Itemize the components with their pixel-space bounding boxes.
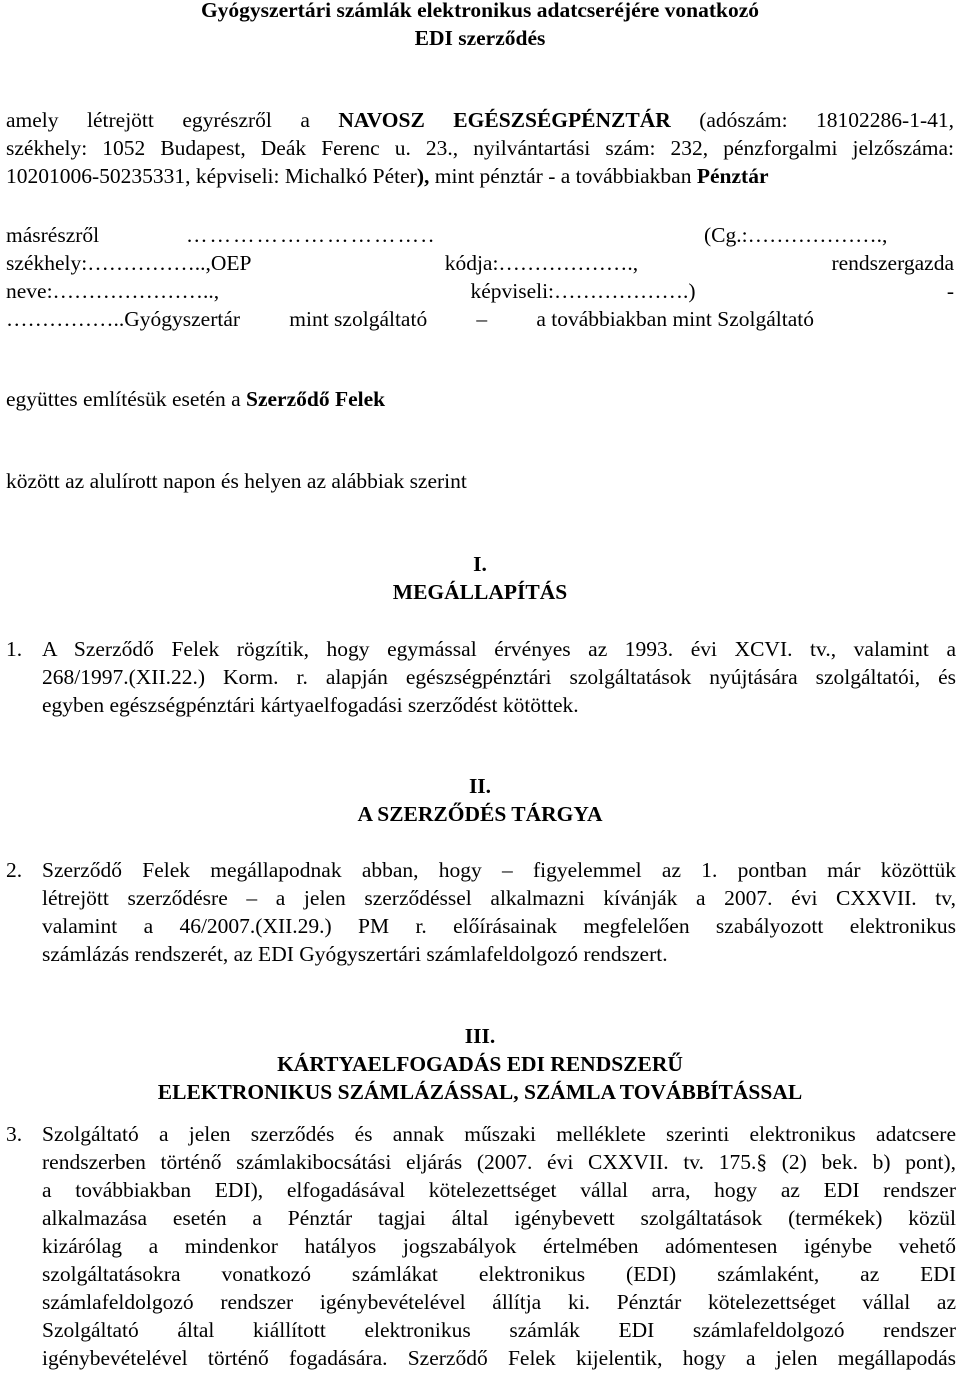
- item-1-text: [42, 637, 956, 721]
- item-1-line: 268/1997.(XII.22.) Korm. r. alapján egészségpénztári szolgáltatások nyújtására szolgáltatói, és: [42, 665, 956, 689]
- together-line: [6, 387, 385, 412]
- pharmacy-name-blank: ……………..Gyógyszertár: [6, 307, 241, 331]
- party-name-blank: …………………………..: [186, 223, 436, 247]
- seat-oep-blank: székhely:……………..,OEP: [6, 251, 252, 275]
- intro-line-2: székhely: 1052 Budapest, Deák Ferenc u. 23., nyilvántartási szám: 232, pénzforgalmi jelzőszáma:: [6, 136, 954, 160]
- dash: -: [946, 279, 954, 303]
- item-3-line: Szolgáltató által kiállított elektronikus számlák EDI számlafeldolgozó rendszer: [42, 1318, 956, 1342]
- item-3-line: a továbbiakban EDI), elfogadásával kötelezettséget vállal arra, hogy az EDI rendszer: [42, 1178, 956, 1202]
- section-3-title-line2: ELEKTRONIKUS SZÁMLÁZÁSSAL, SZÁMLA TOVÁBBÍTÁSSAL: [157, 1080, 803, 1104]
- party-line-4: [6, 307, 814, 332]
- party-intro: másrészről: [6, 223, 100, 247]
- section-1-number: I.: [473, 552, 487, 576]
- intro-line-3: [6, 164, 769, 189]
- item-1-line: egyben egészségpénztári kártyaelfogadási szerződést kötöttek.: [42, 693, 579, 717]
- item-2-text: [42, 858, 956, 970]
- item-2-number: 2.: [6, 858, 23, 882]
- item-2-line: számlázás rendszerét, az EDI Gyógyszertári számlafeldolgozó rendszert.: [42, 942, 668, 966]
- item-2-line: Szerződő Felek megállapodnak abban, hogy – figyelemmel az 1. pontban már közöttük: [42, 858, 956, 882]
- item-2-line: valamint a 46/2007.(XII.29.) PM r. előírásainak megfelelően szabályozott elektronikus: [42, 914, 956, 938]
- intro-text: amely létrejött egyrészről a: [6, 108, 339, 132]
- item-3-line: számlafeldolgozó rendszer igénybevételével állítja ki. Pénztár kötelezettséget vállal az: [42, 1290, 956, 1314]
- provider-role: mint szolgáltató: [289, 307, 428, 331]
- item-3-line: rendszerben történő számlakibocsátási eljárás (2007. évi CXXVII. tv. 175.§ (2) bek. b) pont),: [42, 1150, 956, 1174]
- section-3-title-line1: KÁRTYAELFOGADÁS EDI RENDSZERŰ: [277, 1052, 683, 1076]
- item-1-number: 1.: [6, 637, 23, 661]
- party-line-3: [6, 279, 954, 304]
- representative-blank: képviseli:……………….): [470, 279, 696, 303]
- provider-short-name: a továbbiakban mint Szolgáltató: [536, 307, 814, 331]
- document-title-line2: EDI szerződés: [414, 26, 546, 50]
- between-line: között az alulírott napon és helyen az alábbiak szerint: [6, 469, 467, 493]
- item-3-line: szolgáltatásokra vonatkozó számlákat elektronikus (EDI) számlaként, az EDI: [42, 1262, 956, 1286]
- item-3-line: kizárólag a mindenkor hatályos jogszabályok értelmében adómentesen igénybe vehető: [42, 1234, 956, 1258]
- dash: –: [476, 307, 488, 331]
- item-3-line: alkalmazása esetén a Pénztár tagjai által igénybevett szolgáltatások (termékek) közül: [42, 1206, 956, 1230]
- item-3-line: igénybevételével történő fogadására. Szerződő Felek kijelentik, hogy a jelen megállapodás: [42, 1346, 956, 1370]
- intro-line-1: [6, 108, 954, 133]
- tax-number: (adószám: 18102286-1-41,: [670, 108, 954, 132]
- item-3-line: Szolgáltató a jelen szerződés és annak műszaki melléklete szerinti elektronikus adatcsere: [42, 1122, 956, 1146]
- item-2-line: létrejött szerződésre – a jelen szerződéssel alkalmazni kívánják a 2007. évi CXXVII. tv,: [42, 886, 956, 910]
- intro-role: mint pénztár - a továbbiakban: [429, 164, 697, 188]
- section-2-title: A SZERZŐDÉS TÁRGYA: [357, 802, 603, 826]
- item-1-line: A Szerződő Felek rögzítik, hogy egymással érvényes az 1993. évi XCVI. tv., valamint a: [42, 637, 956, 661]
- intro-paren: ),: [416, 164, 430, 188]
- item-3-number: 3.: [6, 1122, 23, 1146]
- fund-name: NAVOSZ EGÉSZSÉGPÉNZTÁR: [338, 108, 671, 132]
- company-reg-blank: (Cg.:……………….,: [704, 223, 888, 247]
- parties-term: Szerződő Felek: [246, 387, 386, 411]
- party-line-2: [6, 251, 954, 276]
- section-3-number: III.: [464, 1024, 496, 1048]
- section-1-title: MEGÁLLAPÍTÁS: [392, 580, 568, 604]
- fund-short-name: Pénztár: [696, 164, 769, 188]
- section-2-number: II.: [468, 774, 492, 798]
- document-title-line1: Gyógyszertári számlák elektronikus adatcseréjére vonatkozó: [200, 0, 760, 22]
- intro-representative: 10201006-50235331, képviseli: Michalkó Péter: [6, 164, 417, 188]
- oep-code-blank: kódja:……………….,: [444, 251, 639, 275]
- sysadmin-label: rendszergazda: [831, 251, 954, 275]
- sysadmin-name-blank: neve:…………………..,: [6, 279, 220, 303]
- item-3-text: [42, 1122, 956, 1374]
- together-text: együttes említésük esetén a: [6, 387, 247, 411]
- party-line-1: [6, 223, 954, 248]
